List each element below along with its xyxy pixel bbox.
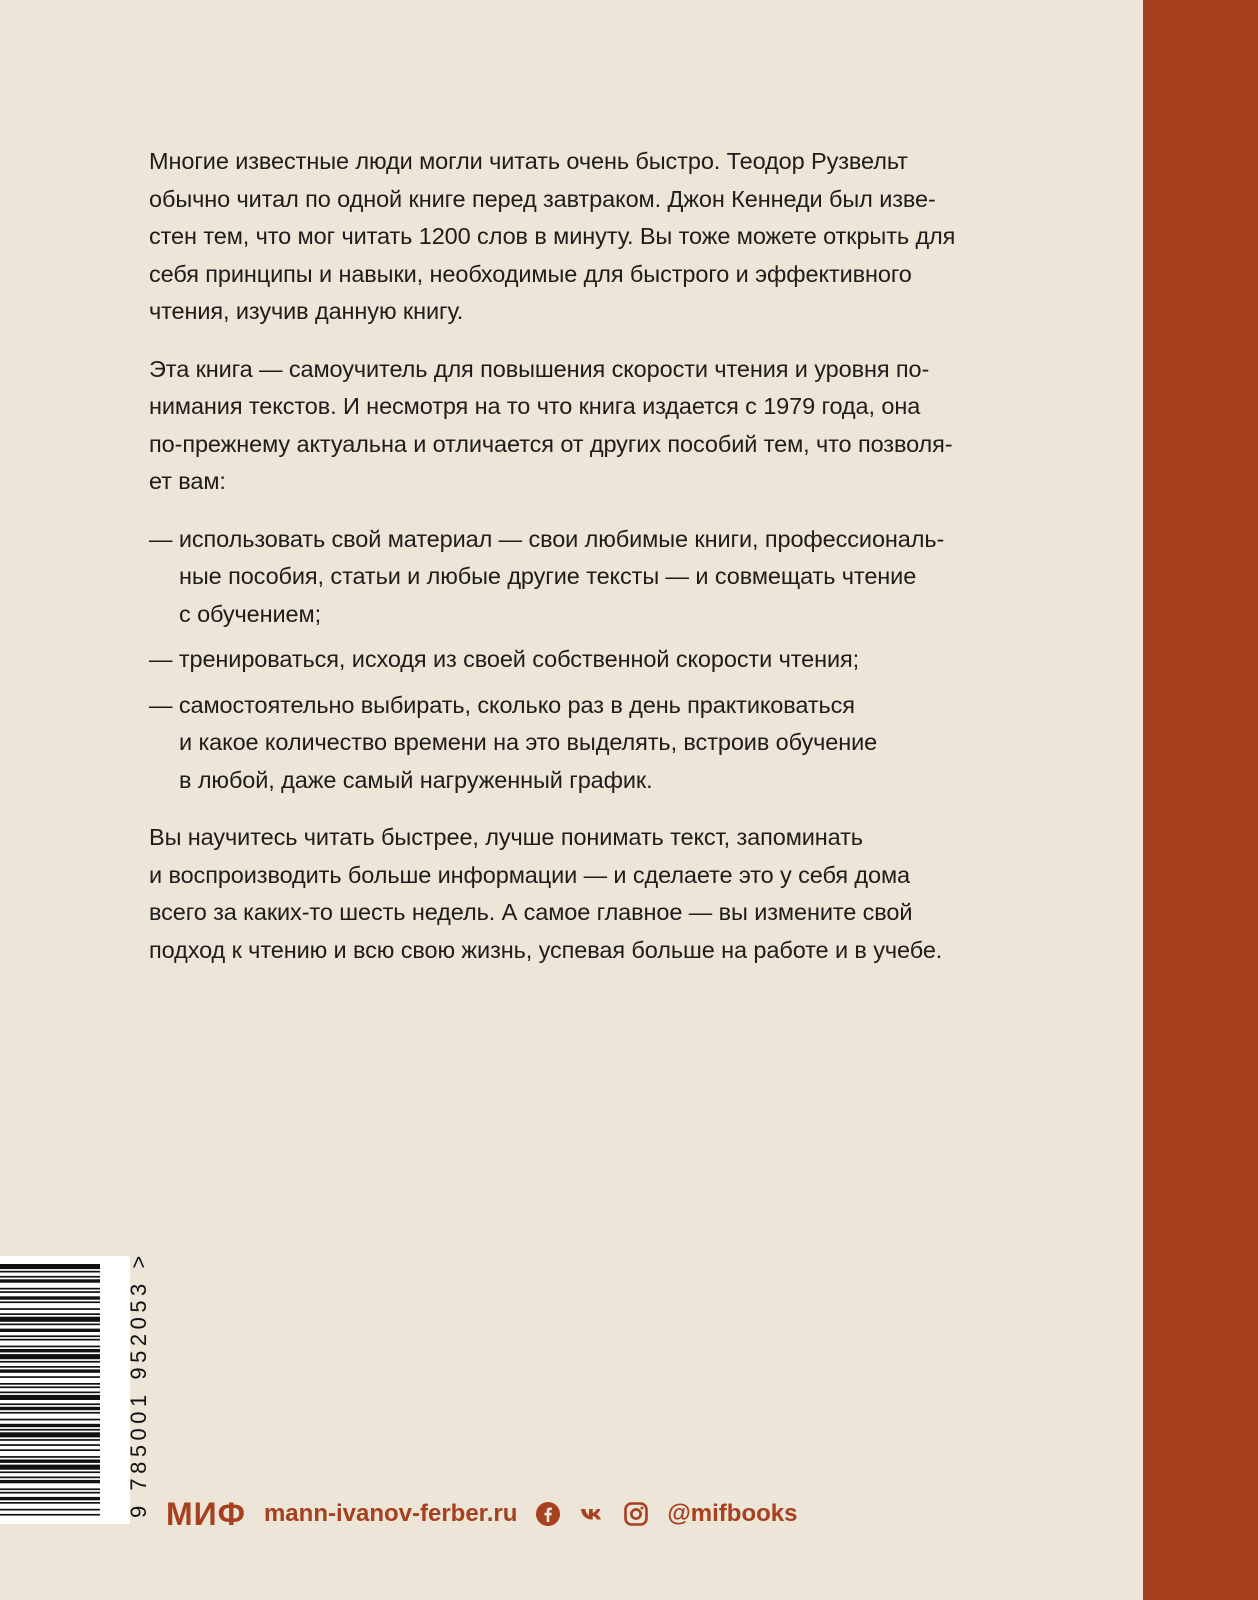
- text-line: — использовать свой материал — свои любимые книги, профессиональ-: [149, 525, 945, 552]
- text-line: с обучением;: [179, 600, 322, 627]
- text-line: — тренироваться, исходя из своей собственной скорости чтения;: [149, 646, 860, 672]
- closing-paragraph: [149, 819, 999, 969]
- text-line: и воспроизводить больше информации — и сделаете это у себя дома: [149, 861, 910, 888]
- isbn-digits: [104, 1251, 151, 1518]
- text-line: в любой, даже самый нагруженный график.: [179, 766, 653, 793]
- instagram-icon[interactable]: [623, 1501, 649, 1527]
- text-line: чтения, изучив данную книгу.: [149, 298, 464, 324]
- text-line: Многие известные люди могли читать очень быстро. Теодор Рузвельт: [149, 148, 908, 174]
- publisher-logo: МИФ: [166, 1495, 246, 1532]
- text-line: всего за каких-то шесть недель. А самое главное — вы измените свой: [149, 899, 913, 925]
- text-line: нимания текстов. И несмотря на то что книга издается с 1979 года, она: [149, 393, 921, 419]
- text-line: ные пособия, статьи и любые другие тексты — и совмещать чтение: [179, 563, 917, 589]
- text-line: подход к чтению и всю свою жизнь, успевая больше на работе и в учебе.: [149, 936, 943, 963]
- list-item: [149, 687, 999, 800]
- text-line: — самостоятельно выбирать, сколько раз в день практиковаться: [149, 691, 855, 718]
- vk-icon[interactable]: [579, 1501, 605, 1527]
- text-line: Вы научитесь читать быстрее, лучше понимать текст, запоминать: [149, 824, 863, 850]
- publisher-footer: [166, 1491, 797, 1537]
- text-line: и какое количество времени на это выделять, встроив обучение: [179, 729, 878, 755]
- list-item: [149, 521, 999, 634]
- publisher-website-link[interactable]: mann-ivanov-ferber.ru: [263, 1500, 518, 1527]
- intro-paragraph: [149, 143, 999, 331]
- isbn-number: 9 785001 952053 >: [126, 1251, 151, 1518]
- text-line: стен тем, что мог читать 1200 слов в минуту. Вы тоже можете открыть для: [149, 223, 956, 249]
- text-line: обычно читал по одной книге перед завтраком. Джон Кеннеди был изве-: [149, 185, 936, 212]
- description-paragraph: [149, 351, 999, 501]
- text-line: ет вам:: [149, 468, 226, 494]
- barcode-bars: [0, 1262, 100, 1518]
- list-item: [149, 641, 999, 679]
- back-cover-text: [149, 143, 999, 989]
- benefits-list: [149, 521, 999, 800]
- social-handle[interactable]: @mifbooks: [667, 1500, 798, 1527]
- facebook-icon[interactable]: [535, 1501, 561, 1527]
- text-line: Эта книга — самоучитель для повышения скорости чтения и уровня по-: [149, 355, 930, 382]
- text-line: себя принципы и навыки, необходимые для быстрого и эффективного: [149, 260, 912, 287]
- book-spine-band: [1143, 0, 1258, 1600]
- text-line: по-прежнему актуальна и отличается от других пособий тем, что позволя-: [149, 430, 953, 457]
